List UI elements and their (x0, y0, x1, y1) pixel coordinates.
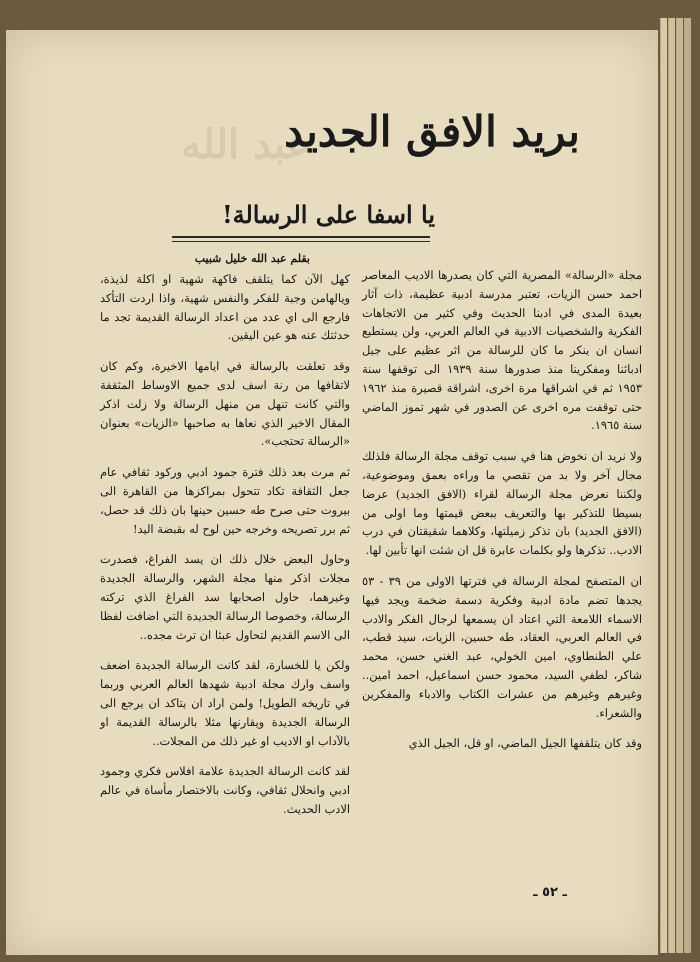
page-edge (660, 18, 667, 953)
title-rule (172, 236, 430, 238)
page-number: ـ ٥٢ ـ (533, 885, 567, 900)
article-title: يا اسفا على الرسالة! (222, 200, 435, 229)
page-edge (668, 18, 675, 953)
column-right (362, 266, 642, 765)
page-edge (676, 18, 683, 953)
column-left (100, 270, 350, 831)
title-rule (172, 241, 430, 242)
paragraph: وقد كان يتلقفها الجيل الماضي، او قل، الجيل الذي (408, 736, 642, 751)
bleed-through-text: عبد الله (181, 121, 310, 168)
section-header: بريد الافق الجديد (284, 107, 580, 156)
paragraph: ان المتصفح لمجلة الرسالة في فترتها الاولى من ٣٩ - ٥٣ يجدها تضم مادة ادبية وفكرية دسمة ضخمة ويجد فيها الاسماء اللامعة التي اعتاد ان يسمعها لرجال الفكر والادب في العالم العربي، العقاد، طه حسين، الزيات، سيد قطب، علي الطنطاوي، امين الخولي، عبد الغني حسن، محمد شاكر، لطفي السيد، محمود حسن اسماعيل، احمد امين.. وغيرهم وغيرهم من عشرات الكتاب والادباء والمفكرين والشعراء. (362, 573, 642, 720)
paragraph: مجلة «الرسالة» المصرية التي كان يصدرها الاديب المعاصر احمد حسن الزيات، تعتبر مدرسة ادبية عظيمة، ذات آثار بعيدة المدى في ادبنا الحديث وفي كثير من الاتجاهات الفكرية والشخصيات الادبية في العالم العربي، ولن يستطيع انسان ان ينكر ما كان للرسالة من اثر عظيم على جيل ادبائنا ومفكرينا منذ صدورها سنة ١٩٣٩ الى توقفها سنة ١٩٥٣ ثم في اشراقها مرة اخرى، اشراقة قصيرة منذ ١٩٦٢ حتى توقفت مره اخرى عن الصدور في شهر تموز الماضي سنة ١٩٦٥. (362, 268, 643, 433)
byline: بقلم عبد الله خليل شبيب (194, 252, 310, 265)
paragraph: لقد كانت الرسالة الجديدة علامة افلاس فكري وجمود ادبي وانحلال ثقافي، وكانت بالاختصار مأساة في عالم الادب الحديث. (100, 764, 350, 816)
paragraph: كهل الآن كما يتلقف فاكهة شهية او اكلة لذيذة، ويالهامن وجبة للفكر والنفس شهية، واذا اردت التأكد فارجع الى اي عدد من اعداد الرسالة القديمة تجد ما حدثتك عنه هو عين اليقين. (100, 272, 350, 343)
paragraph: وحاول البعض خلال ذلك ان يسد الفراغ، فصدرت مجلات اذكر منها مجلة الشهر، والرسالة الجديدة وغيرهما، حاول اصحابها سد الفراغ الذي تركته الرسالة، وخصوصا الرسالة الجديدة التي اضافت لفظا الى الاسم القديم لتحاول عبثا ان ترث مجده.. (100, 552, 350, 642)
paragraph: ولكن يا للخسارة، لقد كانت الرسالة الجديدة اضعف واسف وارك مجلة ادبية شهدها العالم العربي وربما في تاريخه الطويل! ولمن اراد ان يتاكد ان يرجع الى الرسالة الجديدة ويقارنها مثلا بالرسالة القديمة او بالآداب او الاديب او غير ذلك من المجلات.. (100, 658, 350, 748)
paragraph: وقد تعلقت بالرسالة في ايامها الاخيرة، وكم كان لاتقافها من رنة اسف لدى جميع الاوساط المثقفة والتي كانت تنهل من منهل الرسالة ولا زلت اذكر المقال الاخير الذي نعاها به صاحبها «الزيات» بعنوان «الرسالة تحتجب». (100, 359, 350, 449)
page-edge (684, 18, 691, 953)
paragraph: ثم مرت بعد ذلك فترة جمود ادبي وركود ثقافي عام جعل الثقافة تكاد تتحول بمراكزها من القاهرة الى بيروت حتى صرح طه حسين حينها بان ذلك قد حصل، ثم برر تصريحه وخرجه حين لوح له بقبضة اليد! (100, 465, 350, 536)
paragraph: ولا نريد ان نخوض هنا في سبب توقف مجلة الرسالة فلذلك مجال آخر ولا بد من تقصي ما وراءه بعمق وموضوعية، ولكننا نعرض مجلة الرسالة لقراء (الافق الجديد) عرضا بسيطا للتذكير بها والتعريف ببعض قيمتها وما اولى من (الافق الجديد) بان تذكر زميلتها، وكلاهما شقيقتان في درب الادب.. تذكرها ولو بكلمات عابرة قل ان شئت انها تأبين لها. (362, 449, 642, 558)
